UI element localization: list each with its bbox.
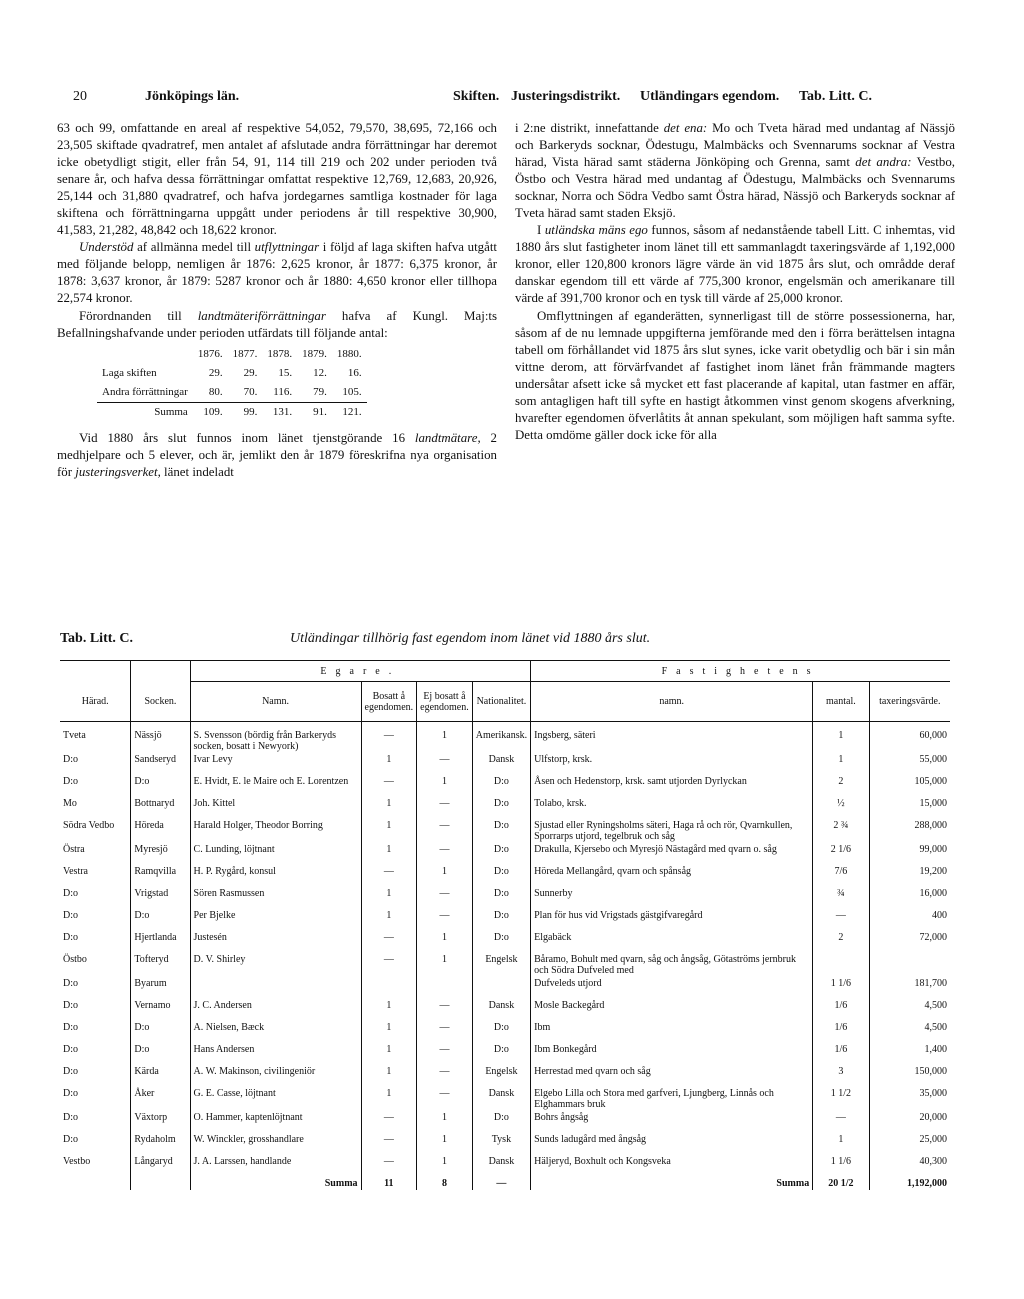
cell-tax [869,953,950,977]
table-row [60,865,950,887]
column-header: Socken. [131,682,190,722]
table-row [60,887,950,909]
cell-tax: 19,200 [869,865,950,887]
cell-fnamn: Ibm [531,1021,813,1043]
cell-namn: C. Lunding, löjtnant [190,843,361,865]
table-title: Utländingar tillhörig fast egendom inom länet vid 1880 års slut. [290,631,651,646]
cell-fnamn: Bohrs ångsåg [531,1111,813,1133]
cell-mantal: — [813,909,869,931]
cell-socken: Byarum [131,977,190,999]
cell-bosatt: 1 [361,1065,417,1087]
cell-socken: Nässjö [131,722,190,754]
cell-socken: Rydaholm [131,1133,190,1155]
year-header: 1880. [336,347,362,360]
cell-tax: 105,000 [869,775,950,797]
cell-ej: 1 [417,1133,473,1155]
paragraph: Understöd af allmänna medel till utflyttningar i följd af laga skiften hafva utgått med följande belopp, nemligen år 1876: 2,625 kronor, år 1877: 6,375 kronor, år 1878: 3,637 kronor, år 1879: 5287 kronor och år 1880: 4,650 kronor eller tillhopa 22,574 kronor. [57,240,497,306]
cell-tax: 4,500 [869,1021,950,1043]
page-number: 20 [73,89,87,104]
cell-tax: 55,000 [869,753,950,775]
cell-socken: Vernamo [131,999,190,1021]
cell-nat: Amerikansk. [472,722,530,754]
cell-fnamn: Dufveleds utjord [531,977,813,999]
cell-socken: Växtorp [131,1111,190,1133]
paragraph: Omflyttningen af eganderätten, synnerligast till de större possessionerna, har, såsom af de nu lemnade uppgifterna jemförande med den i förra berättelsen intagna tabell om förhållandet vid 1875 års slut synes, icke varit obetydlig och bär i sin mån vittne derom, att förvärfvandet af fastighet inom länet från främmande magters undersåtar afsett icke så mycket ett fast placerande af kapital, utan fastmer en affär, som antagligen haft till syfte en hastigt åtkommen vinst genom skogens afverkning, hvarefter egendomen öfverlåtits åt annan spekulant, som möjligen haft samma syfte. Detta omdöme gäller dock icke för alla [515,308,955,442]
cell-harad: D:o [63,754,78,765]
cell-bosatt: — [361,865,417,887]
cell-tax: 72,000 [869,931,950,953]
table-row [60,1087,950,1111]
cell-mantal: 1 [813,722,869,754]
cell-nat: D:o [472,819,530,843]
left-column [57,120,497,481]
cell-namn: G. E. Casse, löjtnant [190,1087,361,1111]
cell-harad: D:o [63,1134,78,1145]
cell-namn: E. Hvidt, E. le Maire och E. Lorentzen [190,775,361,797]
cell-fnamn: Åsen och Hedenstorp, krsk. samt utjorden Dyrlyckan [531,775,813,797]
cell-bosatt: 1 [361,819,417,843]
cell-bosatt: — [361,953,417,977]
cell-ej: — [417,909,473,931]
cell-namn: O. Hammer, kaptenlöjtnant [190,1111,361,1133]
cell-mantal: 2 [813,775,869,797]
cell-harad: D:o [63,1000,78,1011]
cell-tax: 1,400 [869,1043,950,1065]
cell-socken: D:o [131,1021,190,1043]
cell-bosatt: 1 [361,1087,417,1111]
cell-nat: D:o [472,843,530,865]
table-row [60,1133,950,1155]
cell-harad: D:o [63,978,78,989]
cell-fnamn: Tolabo, krsk. [531,797,813,819]
cell-ej: — [417,1087,473,1111]
table-row [60,1021,950,1043]
cell-mantal: 2 ¾ [813,819,869,843]
section-tab-ref: Tab. Litt. C. [799,89,873,104]
cell-nat: Dansk [472,1155,530,1177]
cell-fnamn: Sunnerby [531,887,813,909]
cell-namn: D. V. Shirley [190,953,361,977]
cell-mantal: 1/6 [813,999,869,1021]
cell-nat: D:o [472,887,530,909]
cell-nat: Engelsk [472,1065,530,1087]
cell-ej: 1 [417,953,473,977]
cell-namn: Hans Andersen [190,1043,361,1065]
cell-socken: Ramqvilla [131,865,190,887]
cell-ej: 1 [417,722,473,754]
cell-nat: Dansk [472,999,530,1021]
cell-nat: D:o [472,931,530,953]
cell-ej [417,977,473,999]
cell-ej: — [417,753,473,775]
cell-mantal: 1/6 [813,1021,869,1043]
cell-fnamn: Herrestad med qvarn och såg [531,1065,813,1087]
cell-fnamn: Sjustad eller Ryningsholms säteri, Haga rå och rör, Qvarnkullen, Sporrarps utjord, tegelbruk och såg [531,819,813,843]
cell-ej: — [417,887,473,909]
cell-bosatt: 1 [361,1021,417,1043]
cell-namn: Ivar Levy [190,753,361,775]
cell-tax: 288,000 [869,819,950,843]
county-heading: Jönköpings län. [145,89,240,104]
cell-ej: 1 [417,865,473,887]
cell-harad: D:o [63,1066,78,1077]
cell-harad: D:o [63,1044,78,1055]
cell-socken: D:o [131,1043,190,1065]
cell-nat: D:o [472,1043,530,1065]
cell-bosatt: — [361,775,417,797]
cell-bosatt: 1 [361,909,417,931]
cell-bosatt: 1 [361,887,417,909]
cell-socken: Sandseryd [131,753,190,775]
column-header: Namn. [190,682,361,722]
cell-harad: Tveta [63,730,86,741]
right-column [515,120,955,444]
cell-tax: 16,000 [869,887,950,909]
cell-mantal: 1 [813,1133,869,1155]
cell-harad: D:o [63,932,78,943]
table-row [60,843,950,865]
cell-tax: 40,300 [869,1155,950,1177]
cell-tax: 25,000 [869,1133,950,1155]
cell-socken: Tofteryd [131,953,190,977]
cell-bosatt: 1 [361,753,417,775]
cell-ej: — [417,1043,473,1065]
cell-fnamn: Sunds ladugård med ångsåg [531,1133,813,1155]
cell-tax: 20,000 [869,1111,950,1133]
cell-namn: A. Nielsen, Bæck [190,1021,361,1043]
cell-harad: D:o [63,1088,78,1099]
cell-socken: Kärda [131,1065,190,1087]
cell-harad: Mo [63,798,77,809]
group-header-fastighetens: Fastighetens [531,661,950,682]
foreign-property-table [60,660,950,1190]
cell-socken: Hjertlanda [131,931,190,953]
cell-bosatt [361,977,417,999]
table-row [60,775,950,797]
cell-bosatt: 1 [361,1043,417,1065]
cell-bosatt: — [361,1133,417,1155]
cell-mantal: 1 1/2 [813,1087,869,1111]
table-row: Laga skiften 29. 29. 15. 12. 16. [102,366,362,379]
cell-namn: J. A. Larssen, handlande [190,1155,361,1177]
cell-namn: Per Bjelke [190,909,361,931]
cell-nat: Dansk [472,1087,530,1111]
cell-nat [472,977,530,999]
cell-socken: D:o [131,775,190,797]
cell-ej: — [417,1021,473,1043]
cell-ej: — [417,1065,473,1087]
cell-namn: J. C. Andersen [190,999,361,1021]
table-row [60,797,950,819]
cell-harad: D:o [63,910,78,921]
cell-harad: Vestra [63,866,88,877]
cell-tax: 150,000 [869,1065,950,1087]
section-skiften: Skiften. [453,89,500,104]
cell-mantal: ¾ [813,887,869,909]
cell-fnamn: Plan för hus vid Vrigstads gästgifvaregård [531,909,813,931]
year-header: 1879. [302,347,327,360]
table-label: Tab. Litt. C. [60,631,134,646]
sum-row: Summa 109. 99. 131. 91. 121. [97,402,367,422]
cell-socken: D:o [131,909,190,931]
cell-socken: Vrigstad [131,887,190,909]
column-header: taxeringsvärde. [869,682,950,722]
table-row [60,909,950,931]
cell-mantal: 1 1/6 [813,1155,869,1177]
table-row [60,722,950,754]
table-row: Andra förrättningar 80. 70. 116. 79. 105. [102,385,362,398]
cell-namn [190,977,361,999]
table-row [60,819,950,843]
cell-fnamn: Elgabäck [531,931,813,953]
cell-bosatt: — [361,722,417,754]
group-header-egare: Egare. [190,661,531,682]
cell-namn: Sören Rasmussen [190,887,361,909]
cell-namn: H. P. Rygård, konsul [190,865,361,887]
cell-nat: Tysk [472,1133,530,1155]
cell-nat: D:o [472,865,530,887]
table-row [60,977,950,999]
cell-ej: — [417,843,473,865]
cell-ej: 1 [417,1155,473,1177]
cell-mantal: 7/6 [813,865,869,887]
cell-fnamn: Ingsberg, säteri [531,722,813,754]
cell-fnamn: Båramo, Bohult med qvarn, såg och ångsåg, Götaströms jernbruk och Södra Dufveled med [531,953,813,977]
table-row [60,1043,950,1065]
cell-bosatt: — [361,1155,417,1177]
section-justeringsdistrikt: Justeringsdistrikt. [511,89,621,104]
cell-bosatt: 1 [361,797,417,819]
cell-harad: Vestbo [63,1156,91,1167]
cell-harad: D:o [63,776,78,787]
cell-tax: 15,000 [869,797,950,819]
cell-socken: Bottnaryd [131,797,190,819]
cell-harad: D:o [63,1112,78,1123]
table-row [60,1155,950,1177]
year-header: 1878. [267,347,293,360]
cell-namn: W. Winckler, grosshandlare [190,1133,361,1155]
cell-fnamn: Häljeryd, Boxhult och Kongsveka [531,1155,813,1177]
section-utlandingar: Utländingars egendom. [640,89,780,104]
cell-mantal: — [813,1111,869,1133]
cell-fnamn: Ibm Bonkegård [531,1043,813,1065]
cell-bosatt: — [361,931,417,953]
cell-nat: D:o [472,797,530,819]
cell-nat: D:o [472,1111,530,1133]
sum-row: Summa 11 8 — Summa 20 1/2 1,192,000 [60,1177,950,1190]
cell-socken: Långaryd [131,1155,190,1177]
table-row [60,1065,950,1087]
year-header: 1876. [197,347,223,360]
cell-socken: Myresjö [131,843,190,865]
cell-mantal: 3 [813,1065,869,1087]
cell-fnamn: Höreda Mellangård, qvarn och spånsåg [531,865,813,887]
cell-socken: Åker [131,1087,190,1111]
cell-fnamn: Drakulla, Kjersebo och Myresjö Nästagård med qvarn o. såg [531,843,813,865]
cell-harad: Södra Vedbo [63,820,115,831]
cell-harad: D:o [63,1022,78,1033]
cell-harad: D:o [63,888,78,899]
cell-nat: D:o [472,909,530,931]
cell-nat: D:o [472,1021,530,1043]
cell-mantal: 1 [813,753,869,775]
cell-namn: A. W. Makinson, civilingeniör [190,1065,361,1087]
cell-namn: S. Svensson (bördig från Barkeryds socken, bosatt i Newyork) [190,722,361,754]
forordnanden-table [97,345,367,422]
cell-harad: Östbo [63,954,87,965]
column-header: Bosatt å egendomen. [361,682,417,722]
cell-namn: Joh. Kittel [190,797,361,819]
cell-fnamn: Elgebo Lilla och Stora med garfveri, Ljungberg, Linnås och Elghammars bruk [531,1087,813,1111]
table-row [60,999,950,1021]
paragraph: i 2:ne distrikt, innefattande det ena: Mo och Tveta härad med undantag af Nässjö och Barkeryds socknar, Ödestugu, Malmbäcks och Svennarums socknar af Vestra härad, Vista härad samt städerna Jönköping och Grenna, samt det andra: Vestbo, Östbo och Vestra härad med undantag af Ödestugu, Malmbäcks och Svennarums socknar, Norra och Södra Vedbo samt Östra härad, Nässjö och Barkeryds socknar af Tveta härad samt staden Eksjö. [515,121,955,221]
cell-mantal: ½ [813,797,869,819]
cell-tax: 99,000 [869,843,950,865]
table-row [60,1111,950,1133]
cell-ej: — [417,999,473,1021]
cell-ej: — [417,797,473,819]
column-header: mantal. [813,682,869,722]
cell-tax: 400 [869,909,950,931]
cell-mantal: 1 1/6 [813,977,869,999]
cell-tax: 4,500 [869,999,950,1021]
cell-ej: 1 [417,1111,473,1133]
cell-nat: Engelsk [472,953,530,977]
cell-socken: Höreda [131,819,190,843]
cell-namn: Justesén [190,931,361,953]
table-row [60,953,950,977]
cell-ej: — [417,819,473,843]
cell-bosatt: — [361,1111,417,1133]
cell-tax: 181,700 [869,977,950,999]
paragraph: Förordnanden till landtmäteriförrättningar hafva af Kungl. Maj:ts Befallningshafvande under perioden utfärdats till följande antal: [57,308,497,340]
paragraph: 63 och 99, omfattande en areal af respektive 54,052, 79,570, 38,695, 72,166 och 23,505 skiftade qvadratref, men antalet af afslutade andra förrättningar har deremot icke obetydligt stigit, eller från 54, 91, 114 till 219 och 202 under perioden två senare år, och hafva dessa förrättningar omfattat respektive 12,769, 12,683, 20,926, 25,144 och 31,880 qvadratref, och hafva jordegarnes samtliga kostnader för laga skiftena och förrättningarna uppgått under periodens år till respektive 30,900, 41,583, 21,282, 48,842 och 18,622 kronor. [57,121,497,238]
cell-mantal: 2 [813,931,869,953]
column-header: Härad. [60,682,131,722]
cell-fnamn: Ulfstorp, krsk. [531,753,813,775]
column-header: Ej bosatt å egendomen. [417,682,473,722]
table-row [60,753,950,775]
cell-bosatt: 1 [361,999,417,1021]
paragraph: Vid 1880 års slut funnos inom länet tjenstgörande 16 landtmätare, 2 medhjelpare och 5 elever, och är, jemlikt den år 1879 föreskrifna nya organisation för justeringsverket, länet indeladt [57,430,497,479]
cell-fnamn: Mosle Backegård [531,999,813,1021]
column-header: namn. [531,682,813,722]
table-row [60,931,950,953]
column-header: Nationalitet. [472,682,530,722]
cell-ej: 1 [417,931,473,953]
cell-tax: 35,000 [869,1087,950,1111]
cell-ej: 1 [417,775,473,797]
paragraph: I utländska mäns ego funnos, såsom af nedanstående tabell Litt. C inhemtas, vid 1880 års slut fastigheter inom länet till ett sammanlagdt taxeringsvärde af 1,192,000 kronor, eller 120,800 kronors lägre värde än vid 1875 års slut, och områdde deraf danskar egendom till ett värde af 775,300 kronor, engelsmän och amerikanare till värde af 391,700 kronor och en tysk till värde af 25,000 kronor. [515,223,956,306]
cell-bosatt: 1 [361,843,417,865]
cell-mantal: 2 1/6 [813,843,869,865]
cell-harad: Östra [63,844,85,855]
cell-nat: Dansk [472,753,530,775]
year-header: 1877. [232,347,258,360]
cell-nat: D:o [472,775,530,797]
cell-mantal: 1/6 [813,1043,869,1065]
cell-mantal [813,953,869,977]
cell-namn: Harald Holger, Theodor Borring [190,819,361,843]
cell-tax: 60,000 [869,722,950,754]
